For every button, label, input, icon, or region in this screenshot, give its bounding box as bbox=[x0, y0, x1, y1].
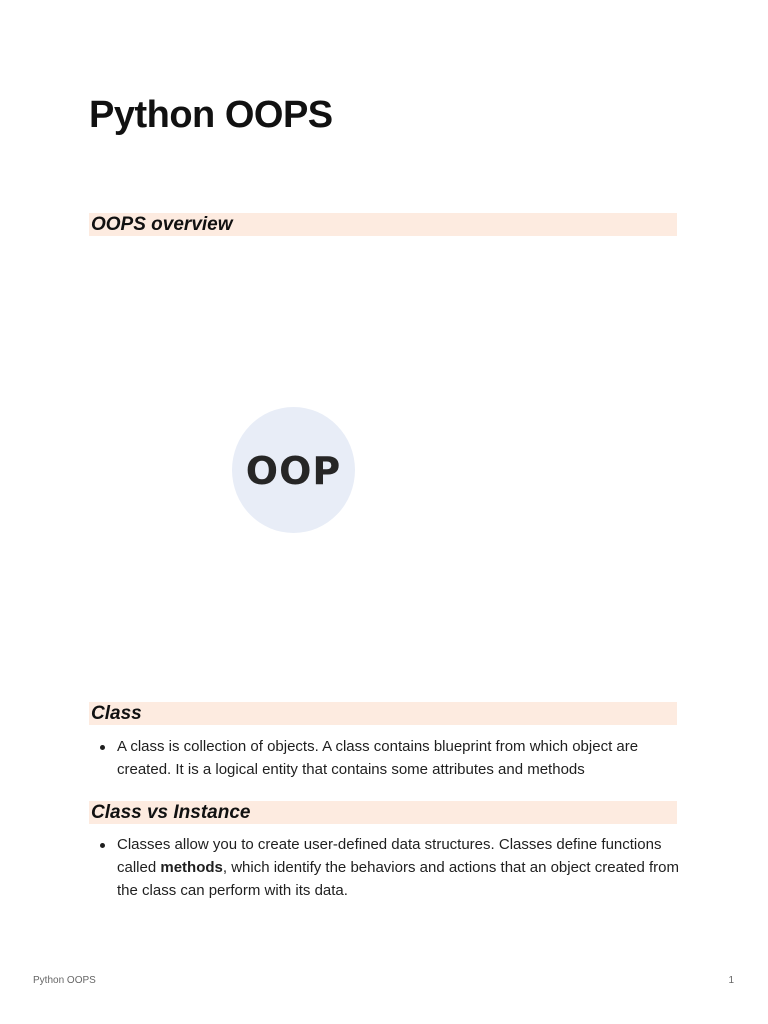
list-item bbox=[117, 833, 679, 902]
list-item-text-after: , which identify the behaviors and actions that an object created from the class can perform with its data. bbox=[117, 859, 679, 899]
list-item: A class is collection of objects. A class contains blueprint from which object are created. It is a logical entity that contains some attributes and methods bbox=[117, 735, 679, 781]
class-bullet-list bbox=[89, 735, 679, 781]
footer-title: Python OOPS bbox=[33, 975, 96, 986]
oop-logo-text: OOP bbox=[245, 448, 342, 493]
oop-logo-image bbox=[232, 407, 355, 533]
section-heading-class-vs-instance: Class vs Instance bbox=[89, 801, 677, 824]
page-number: 1 bbox=[728, 975, 734, 986]
list-item-text-before: Classes allow you to create user-defined data structures. Classes define functions called bbox=[117, 836, 662, 876]
section-heading-class: Class bbox=[89, 702, 677, 725]
page-title: Python OOPS bbox=[89, 94, 333, 136]
section-heading-oops-overview: OOPS overview bbox=[89, 213, 677, 236]
class-vs-instance-bullet-list bbox=[89, 833, 679, 902]
methods-bold-term: methods bbox=[160, 859, 223, 876]
